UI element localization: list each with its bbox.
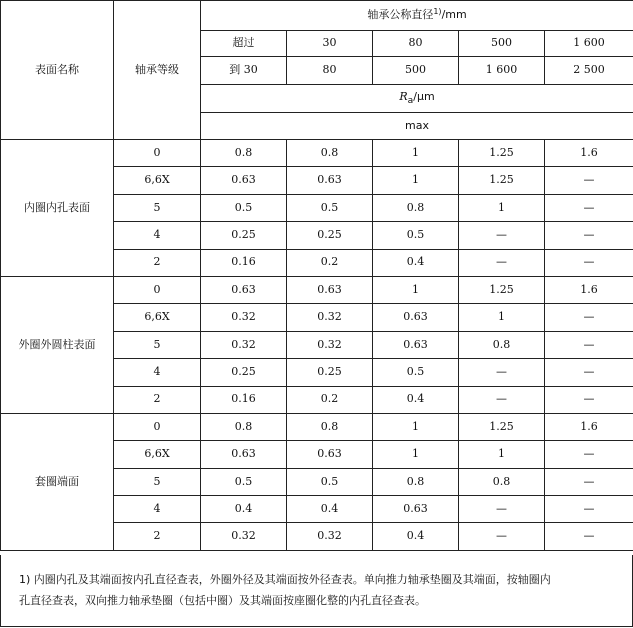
value-cell: 1.25 bbox=[459, 167, 545, 194]
footnote-line-1: 1) 内圈内孔及其端面按内孔直径查表，外圈外径及其端面按外径查表。单向推力轴承垫圈及其端面，按轴圈内 bbox=[19, 573, 551, 586]
value-cell: — bbox=[545, 468, 633, 495]
upto-value: 500 bbox=[373, 57, 459, 85]
grade-cell: 0 bbox=[114, 140, 201, 167]
value-cell: 0.25 bbox=[287, 359, 373, 386]
value-cell: 0.32 bbox=[201, 304, 287, 331]
grade-cell: 4 bbox=[114, 222, 201, 249]
value-cell: 0.5 bbox=[287, 194, 373, 221]
upto-value: 2 500 bbox=[545, 57, 633, 85]
value-cell: — bbox=[545, 249, 633, 276]
upto-value: 1 600 bbox=[459, 57, 545, 85]
value-cell: 0.4 bbox=[373, 249, 459, 276]
ra-header bbox=[201, 85, 633, 113]
upto-value: 30 bbox=[243, 63, 258, 77]
value-cell: — bbox=[545, 359, 633, 386]
table-row bbox=[1, 140, 633, 167]
value-cell: — bbox=[459, 359, 545, 386]
value-cell: 0.25 bbox=[287, 222, 373, 249]
value-cell: — bbox=[459, 523, 545, 550]
table-row bbox=[1, 413, 633, 440]
value-cell: 0.32 bbox=[201, 331, 287, 358]
value-cell: 0.8 bbox=[373, 194, 459, 221]
value-cell: 0.5 bbox=[373, 222, 459, 249]
value-cell: — bbox=[545, 523, 633, 550]
footnote-line-2: 孔直径查表，双向推力轴承垫圈（包括中圈）及其端面按座圈化整的内孔直径查表。 bbox=[19, 594, 426, 607]
value-cell: 0.5 bbox=[287, 468, 373, 495]
diameter-unit: /mm bbox=[441, 8, 467, 22]
value-cell: 0.63 bbox=[373, 331, 459, 358]
value-cell: 1 bbox=[459, 304, 545, 331]
value-cell: 1 bbox=[373, 413, 459, 440]
grade-cell: 0 bbox=[114, 413, 201, 440]
value-cell: 1 bbox=[373, 167, 459, 194]
value-cell: 0.63 bbox=[287, 441, 373, 468]
value-cell: 0.8 bbox=[373, 468, 459, 495]
value-cell: 0.4 bbox=[373, 523, 459, 550]
grade-cell: 6,6X bbox=[114, 441, 201, 468]
value-cell: 0.63 bbox=[201, 441, 287, 468]
value-cell: 0.32 bbox=[287, 523, 373, 550]
header-row-title bbox=[1, 1, 633, 31]
surface-header: 表面名称 bbox=[1, 1, 114, 140]
value-cell: 0.8 bbox=[201, 140, 287, 167]
value-cell: 0.8 bbox=[459, 331, 545, 358]
value-cell: 0.25 bbox=[201, 359, 287, 386]
grade-cell: 5 bbox=[114, 194, 201, 221]
value-cell: 0.4 bbox=[287, 496, 373, 523]
value-cell: 1 bbox=[459, 441, 545, 468]
value-cell: 1 bbox=[373, 276, 459, 303]
value-cell: — bbox=[545, 222, 633, 249]
over-value: 500 bbox=[459, 31, 545, 57]
diameter-title: 轴承公称直径 bbox=[367, 8, 434, 22]
grade-cell: 4 bbox=[114, 359, 201, 386]
value-cell: — bbox=[545, 331, 633, 358]
value-cell: — bbox=[545, 386, 633, 413]
grade-cell: 5 bbox=[114, 331, 201, 358]
value-cell: 0.8 bbox=[201, 413, 287, 440]
value-cell: — bbox=[545, 496, 633, 523]
value-cell: 0.2 bbox=[287, 249, 373, 276]
value-cell: 0.4 bbox=[201, 496, 287, 523]
value-cell: 0.8 bbox=[459, 468, 545, 495]
value-cell: 1.6 bbox=[545, 413, 633, 440]
value-cell: 0.16 bbox=[201, 386, 287, 413]
value-cell: 0.63 bbox=[287, 276, 373, 303]
grade-cell: 5 bbox=[114, 468, 201, 495]
value-cell: 0.16 bbox=[201, 249, 287, 276]
upto-label: 到 bbox=[229, 63, 241, 77]
value-cell: 0.63 bbox=[287, 167, 373, 194]
grade-cell: 2 bbox=[114, 386, 201, 413]
value-cell: 0.4 bbox=[373, 386, 459, 413]
value-cell: 1.25 bbox=[459, 140, 545, 167]
value-cell: 0.5 bbox=[201, 194, 287, 221]
value-cell: 0.63 bbox=[373, 496, 459, 523]
grade-cell: 6,6X bbox=[114, 167, 201, 194]
value-cell: — bbox=[545, 167, 633, 194]
diameter-header bbox=[201, 1, 633, 31]
ra-symbol: R bbox=[399, 89, 408, 103]
grade-cell: 4 bbox=[114, 496, 201, 523]
over-value: 30 bbox=[287, 31, 373, 57]
ra-subscript: a bbox=[407, 94, 414, 106]
upto-value: 80 bbox=[287, 57, 373, 85]
value-cell: — bbox=[545, 194, 633, 221]
grade-cell: 2 bbox=[114, 523, 201, 550]
value-cell: — bbox=[545, 441, 633, 468]
grade-cell: 0 bbox=[114, 276, 201, 303]
grade-cell: 2 bbox=[114, 249, 201, 276]
value-cell: 0.63 bbox=[201, 276, 287, 303]
surface-name-cell: 外圈外圆柱表面 bbox=[1, 276, 114, 413]
value-cell: 0.63 bbox=[201, 167, 287, 194]
value-cell: 0.8 bbox=[287, 413, 373, 440]
value-cell: 0.32 bbox=[201, 523, 287, 550]
value-cell: 1 bbox=[459, 194, 545, 221]
value-cell: 0.8 bbox=[287, 140, 373, 167]
max-header: max bbox=[201, 113, 633, 140]
value-cell: 0.5 bbox=[373, 359, 459, 386]
over-value: 1 600 bbox=[545, 31, 633, 57]
grade-header: 轴承等级 bbox=[114, 1, 201, 140]
footnote bbox=[0, 555, 633, 627]
value-cell: 0.5 bbox=[201, 468, 287, 495]
value-cell: 0.32 bbox=[287, 304, 373, 331]
upto-first-cell bbox=[201, 57, 287, 85]
value-cell: 0.2 bbox=[287, 386, 373, 413]
value-cell: — bbox=[459, 386, 545, 413]
table-row bbox=[1, 276, 633, 303]
value-cell: 1.25 bbox=[459, 276, 545, 303]
ra-unit: /μm bbox=[413, 89, 435, 103]
grade-cell: 6,6X bbox=[114, 304, 201, 331]
value-cell: — bbox=[545, 304, 633, 331]
over-label: 超过 bbox=[201, 31, 287, 57]
value-cell: 0.63 bbox=[373, 304, 459, 331]
surface-name-cell: 内圈内孔表面 bbox=[1, 140, 114, 277]
over-value: 80 bbox=[373, 31, 459, 57]
value-cell: 1.25 bbox=[459, 413, 545, 440]
surface-name-cell: 套圈端面 bbox=[1, 413, 114, 550]
value-cell: 0.25 bbox=[201, 222, 287, 249]
diameter-footnote-mark: 1) bbox=[433, 7, 442, 17]
value-cell: 1.6 bbox=[545, 140, 633, 167]
value-cell: 1 bbox=[373, 140, 459, 167]
value-cell: 1 bbox=[373, 441, 459, 468]
value-cell: — bbox=[459, 249, 545, 276]
value-cell: 1.6 bbox=[545, 276, 633, 303]
value-cell: — bbox=[459, 222, 545, 249]
value-cell: — bbox=[459, 496, 545, 523]
table-body bbox=[1, 1, 633, 551]
value-cell: 0.32 bbox=[287, 331, 373, 358]
